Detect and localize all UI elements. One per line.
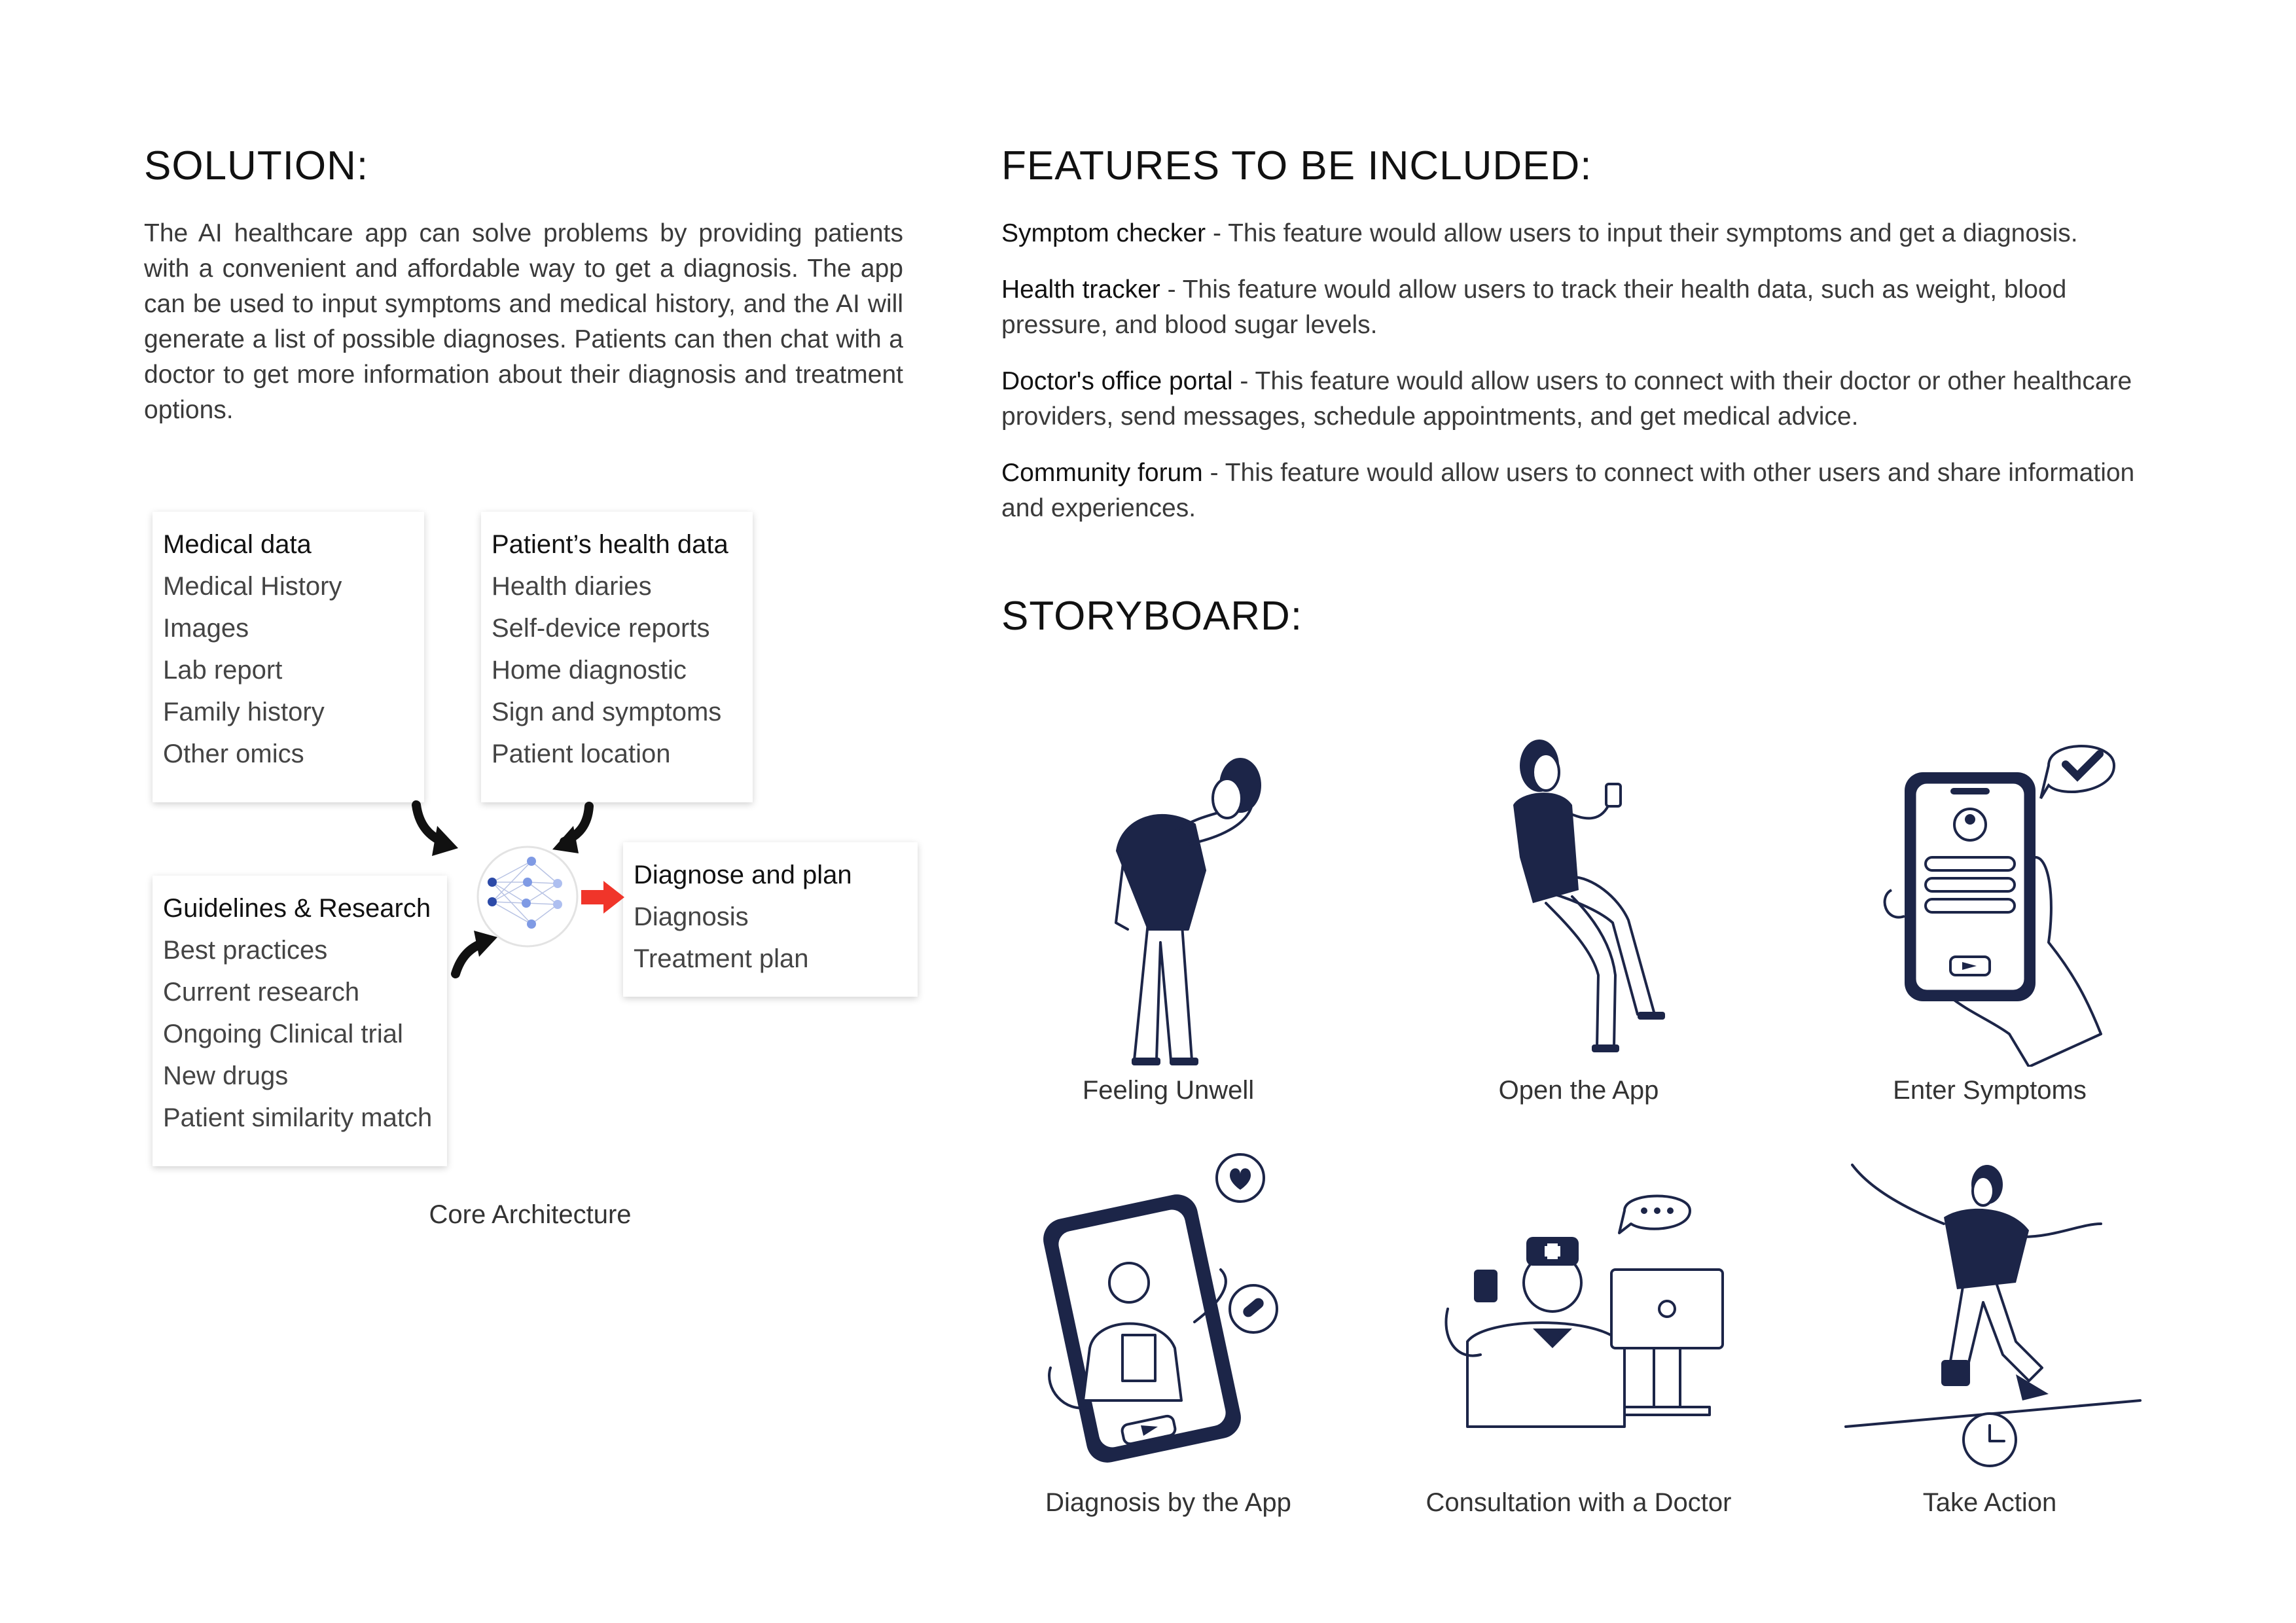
curved-arrow-icon — [416, 805, 458, 856]
person-with-phone-illustration — [1461, 726, 1696, 1067]
card-title: Patient’s health data — [492, 530, 728, 559]
feature-name: Doctor's office portal — [1001, 367, 1233, 395]
feature-desc: - This feature would allow users to connect with their doctor or other healthcare providers, send messages, schedule appointments, and get medical advice. — [1001, 367, 2132, 431]
storyboard-step-consultation — [1395, 1152, 1762, 1518]
storyboard-step-diagnosis-by-app — [985, 1152, 1352, 1518]
storyboard-step-open-app — [1395, 726, 1762, 1105]
list-item: Sign and symptoms — [492, 698, 722, 726]
list-item: Self-device reports — [492, 614, 710, 643]
solution-heading: SOLUTION: — [144, 143, 369, 188]
card-title: Diagnose and plan — [634, 861, 852, 889]
core-architecture-caption: Core Architecture — [429, 1200, 632, 1229]
list-item: Lab report — [163, 656, 283, 685]
feature-name: Community forum — [1001, 459, 1203, 487]
list-item: Family history — [163, 698, 325, 726]
storyboard-caption: Consultation with a Doctor — [1426, 1488, 1732, 1517]
curved-arrow-icon — [456, 931, 497, 974]
phone-checklist-illustration — [1852, 726, 2127, 1067]
list-item: Medical History — [163, 572, 342, 601]
storyboard-caption: Take Action — [1922, 1488, 2057, 1517]
storyboard-caption: Diagnosis by the App — [1045, 1488, 1291, 1517]
list-item: Images — [163, 614, 249, 643]
unwell-person-illustration — [1050, 726, 1286, 1067]
features-heading: FEATURES TO BE INCLUDED: — [1001, 143, 1592, 188]
feature-desc: - This feature would allow users to track their health data, such as weight, blood pressure, and blood sugar levels. — [1001, 276, 2067, 339]
feature-name: Health tracker — [1001, 276, 1160, 304]
list-item: Best practices — [163, 936, 328, 965]
curved-arrow-icon — [552, 806, 589, 853]
list-item: Health diaries — [492, 572, 652, 601]
feature-item — [1001, 364, 2153, 435]
solution-text: The AI healthcare app can solve problems by providing patients with a convenient and affordable way to get a diagnosis. The app can be used to input symptoms and medical history, and the AI will generate a list of possible diagnoses. Patients can then chat with a doctor to get more information about their diagnosis and treatment options. — [144, 219, 903, 424]
storyboard-heading: STORYBOARD: — [1001, 594, 1303, 639]
feature-desc: - This feature would allow users to connect with other users and share information and experiences. — [1001, 459, 2135, 522]
feature-item — [1001, 272, 2153, 343]
storyboard-caption: Enter Symptoms — [1893, 1076, 2087, 1105]
output-arrow-icon — [581, 881, 624, 914]
list-item: Other omics — [163, 740, 304, 768]
doctor-in-phone-illustration — [1024, 1152, 1312, 1479]
list-item: Patient similarity match — [163, 1103, 433, 1132]
list-item: Home diagnostic — [492, 656, 687, 685]
list-item: Treatment plan — [634, 944, 809, 973]
storyboard-step-enter-symptoms — [1806, 726, 2173, 1105]
list-item: Ongoing Clinical trial — [163, 1020, 403, 1048]
patient-health-data-card — [481, 512, 753, 802]
feature-item — [1001, 455, 2153, 526]
medical-data-card — [152, 512, 424, 802]
list-item: Current research — [163, 978, 360, 1007]
feature-name: Symptom checker — [1001, 219, 1206, 247]
card-title: Guidelines & Research — [163, 894, 431, 923]
diagnose-plan-card — [623, 842, 918, 997]
balancing-person-illustration — [1833, 1152, 2147, 1479]
doctor-consultation-illustration — [1428, 1152, 1729, 1479]
neural-network-icon — [478, 847, 577, 946]
storyboard-step-take-action — [1806, 1152, 2173, 1518]
list-item: Patient location — [492, 740, 671, 768]
storyboard-caption: Open the App — [1498, 1076, 1659, 1105]
list-item: New drugs — [163, 1061, 289, 1090]
feature-desc: - This feature would allow users to input their symptoms and get a diagnosis. — [1206, 219, 2078, 247]
storyboard-caption: Feeling Unwell — [1082, 1076, 1255, 1105]
list-item: Diagnosis — [634, 902, 749, 931]
features-list — [1001, 216, 2153, 547]
storyboard-step-feeling-unwell — [985, 726, 1352, 1105]
architecture-graphic — [393, 785, 628, 995]
card-title: Medical data — [163, 530, 312, 559]
feature-item — [1001, 216, 2153, 251]
